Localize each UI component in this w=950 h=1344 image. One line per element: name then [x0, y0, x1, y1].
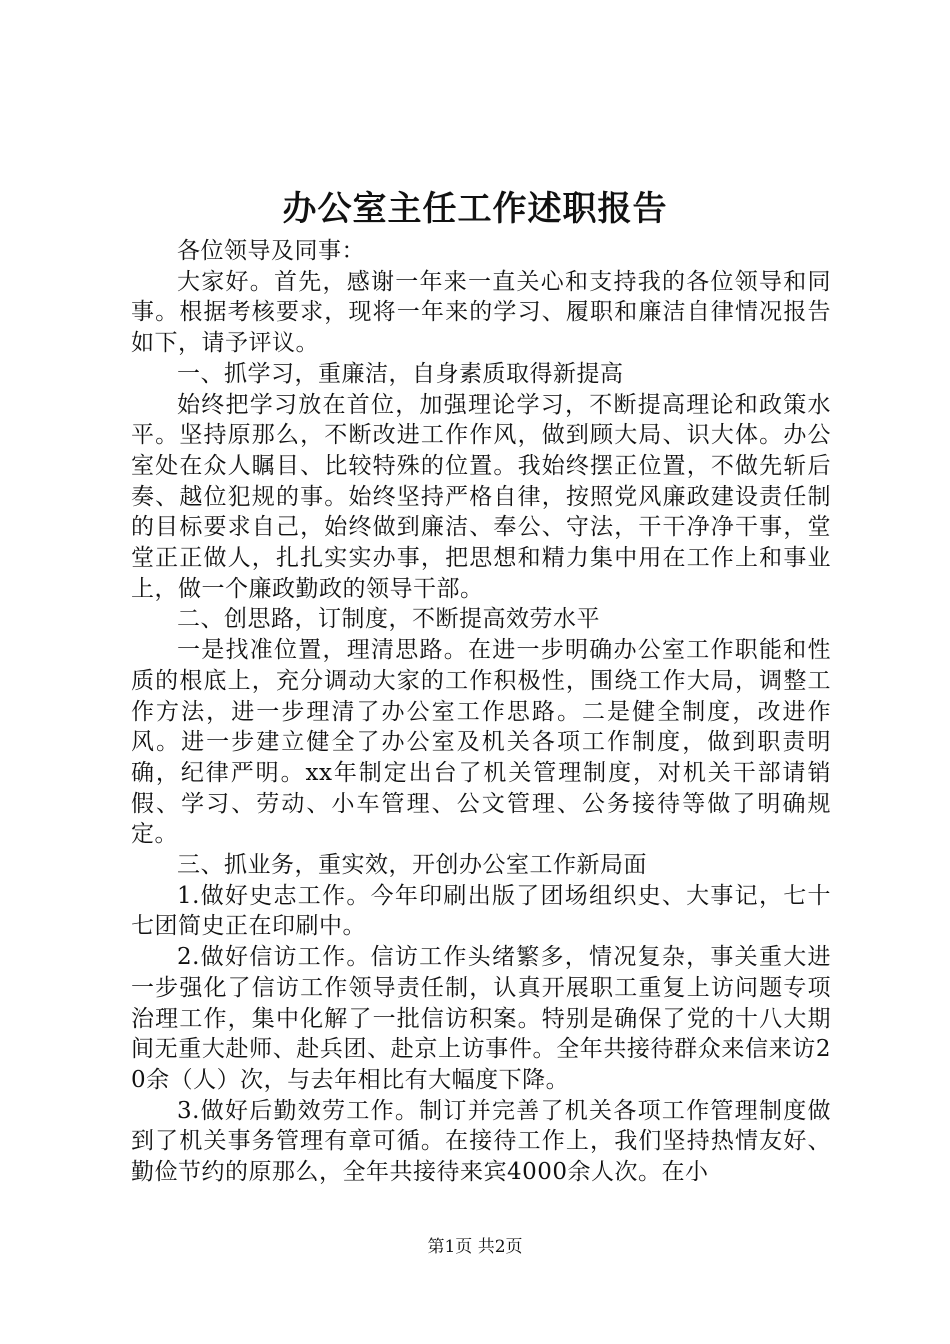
paragraph-study: 始终把学习放在首位，加强理论学习，不断提高理论和政策水平。坚持原那么，不断改进工作作风，做到顾大局、识大体。办公室处在众人瞩目、比较特殊的位置。我始终摆正位置，不做先斩后奏、越位犯规的事。始终坚持严格自律，按照党风廉政建设责任制的目标要求自己，始终做到廉洁、奉公、守法，干干净净干事，堂堂正正做人，扎扎实实办事，把思想和精力集中用在工作上和事业上，做一个廉政勤政的领导干部。	[131, 391, 831, 602]
section-heading-1: 一、抓学习，重廉洁，自身素质取得新提高	[177, 360, 624, 387]
document-title: 办公室主任工作述职报告	[282, 189, 668, 229]
paragraph-item-1: 1.做好史志工作。今年印刷出版了团场组织史、大事记，七十七团简史正在印刷中。	[131, 882, 831, 940]
section-heading-3: 三、抓业务，重实效，开创办公室工作新局面	[177, 852, 647, 879]
section-heading-2: 二、创思路，订制度，不断提高效劳水平	[177, 606, 600, 633]
paragraph-greeting: 大家好。首先，感谢一年来一直关心和支持我的各位领导和同事。根据考核要求，现将一年来的学习、履职和廉洁自律情况报告如下，请予评议。	[131, 268, 831, 357]
document-body	[131, 236, 831, 1188]
paragraph-item-3: 3.做好后勤效劳工作。制订并完善了机关各项工作管理制度做到了机关事务管理有章可循。在接待工作上，我们坚持热情友好、勤俭节约的原那么，全年共接待来宾4000余人次。在小	[131, 1097, 831, 1186]
paragraph-system: 一是找准位置，理清思路。在进一步明确办公室工作职能和性质的根底上，充分调动大家的工作积极性，围绕工作大局，调整工作方法，进一步理清了办公室工作思路。二是健全制度，改进作风。进一步建立健全了办公室及机关各项工作制度，做到职责明确，纪律严明。xx年制定出台了机关管理制度，对机关干部请销假、学习、劳动、小车管理、公文管理、公务接待等做了明确规定。	[131, 637, 831, 848]
paragraph-salutation: 各位领导及同事：	[177, 238, 365, 264]
page-number-footer: 第1页 共2页	[427, 1237, 523, 1257]
paragraph-item-2: 2.做好信访工作。信访工作头绪繁多，情况复杂，事关重大进一步强化了信访工作领导责任制，认真开展职工重复上访问题专项治理工作，集中化解了一批信访积案。特别是确保了党的十八大期间无重大赴师、赴兵团、赴京上访事件。全年共接待群众来信来访20余（人）次，与去年相比有大幅度下降。	[131, 944, 831, 1093]
